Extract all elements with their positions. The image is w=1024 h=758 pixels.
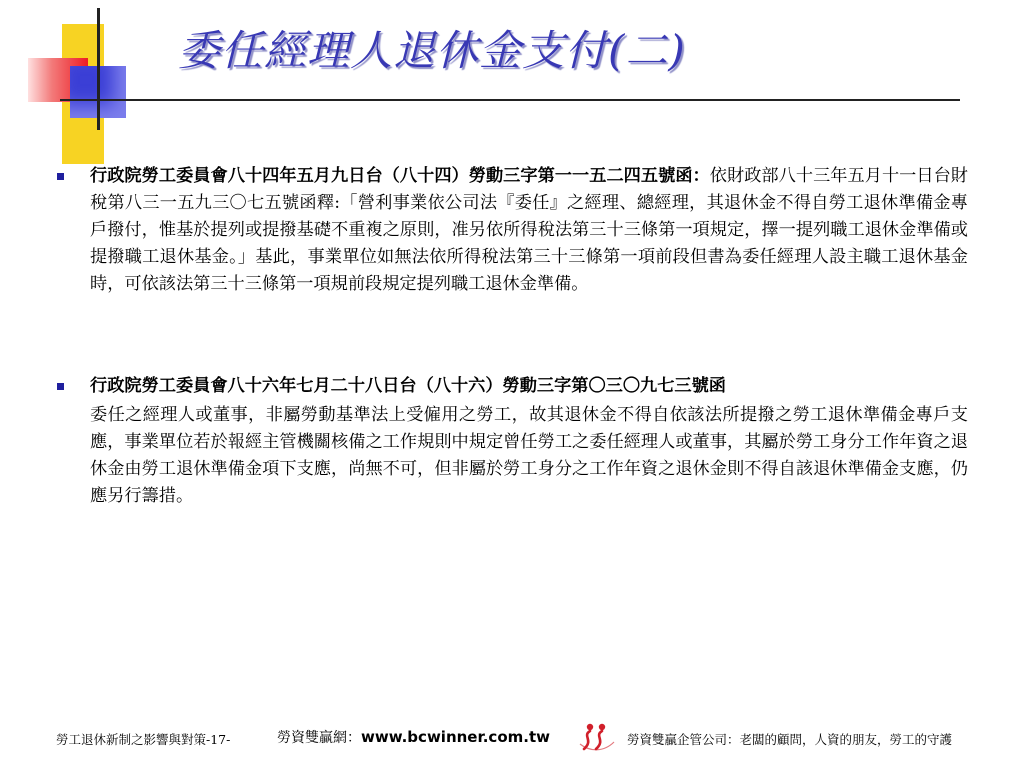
bullet-item-1-heading: 行政院勞工委員會八十四年五月九日台（八十四）勞動三字第一一五二四五號函：	[90, 166, 710, 186]
slide-title: 委任經理人退休金支付(二)	[178, 26, 686, 75]
bullet-item-2-body: 委任之經理人或董事，非屬勞動基準法上受僱用之勞工，故其退休金不得自依該法所提撥之勞工退休準備金專戶支應，事業單位若於報經主管機關核備之工作規則中規定曾任勞工之委任經理人或董事，其屬於勞工身分工作年資之退休金由勞工退休準備金項下支應，尚無不可，但非屬於勞工身分之工作年資之退休金則不得自該退休準備金支應，仍應另行籌措。	[90, 405, 968, 506]
footer-url-link[interactable]: www.bcwinner.com.tw	[361, 728, 550, 746]
footer-site-label: 勞資雙贏網：	[277, 730, 361, 746]
footer-site	[277, 727, 550, 747]
footer-page-label: 勞工退休新制之影響與對策-17-	[56, 732, 231, 747]
footer-company-slogan: 勞資雙贏企管公司：老闆的顧問，人資的朋友，勞工的守護	[627, 732, 953, 747]
slide-content	[56, 163, 968, 510]
bullet-item-2-heading: 行政院勞工委員會八十六年七月二十八日台（八十六）勞動三字第〇三〇九七三號函	[90, 376, 726, 396]
bullet-item-1-body: 依財政部八十三年五月十一日台財稅第八三一五九三〇七五號函釋:「營利事業依公司法『委任』之經理、總經理，其退休金不得自勞工退休準備金專戶撥付，惟基於提列或提撥基礎不重複之原則，准另依所得稅法第三十三條第一項規定，擇一提列職工退休金準備或提撥職工退休基金。」基此，事業單位如無法依所得稅法第三十三條第一項前段但書為委任經理人設主職工退休基金時，可依該法第三十三條第一項規前段規定提列職工退休金準備。	[90, 166, 968, 294]
square-bullet-icon	[57, 383, 64, 390]
bullet-item-2	[56, 373, 968, 510]
bullet-item-1-text	[90, 163, 968, 298]
decor-vertical-line	[97, 8, 100, 130]
footer	[0, 722, 1024, 752]
decor-horizontal-line	[60, 99, 960, 101]
square-bullet-icon	[57, 173, 64, 180]
two-people-logo-icon	[576, 722, 616, 752]
bullet-item-1	[56, 163, 968, 298]
